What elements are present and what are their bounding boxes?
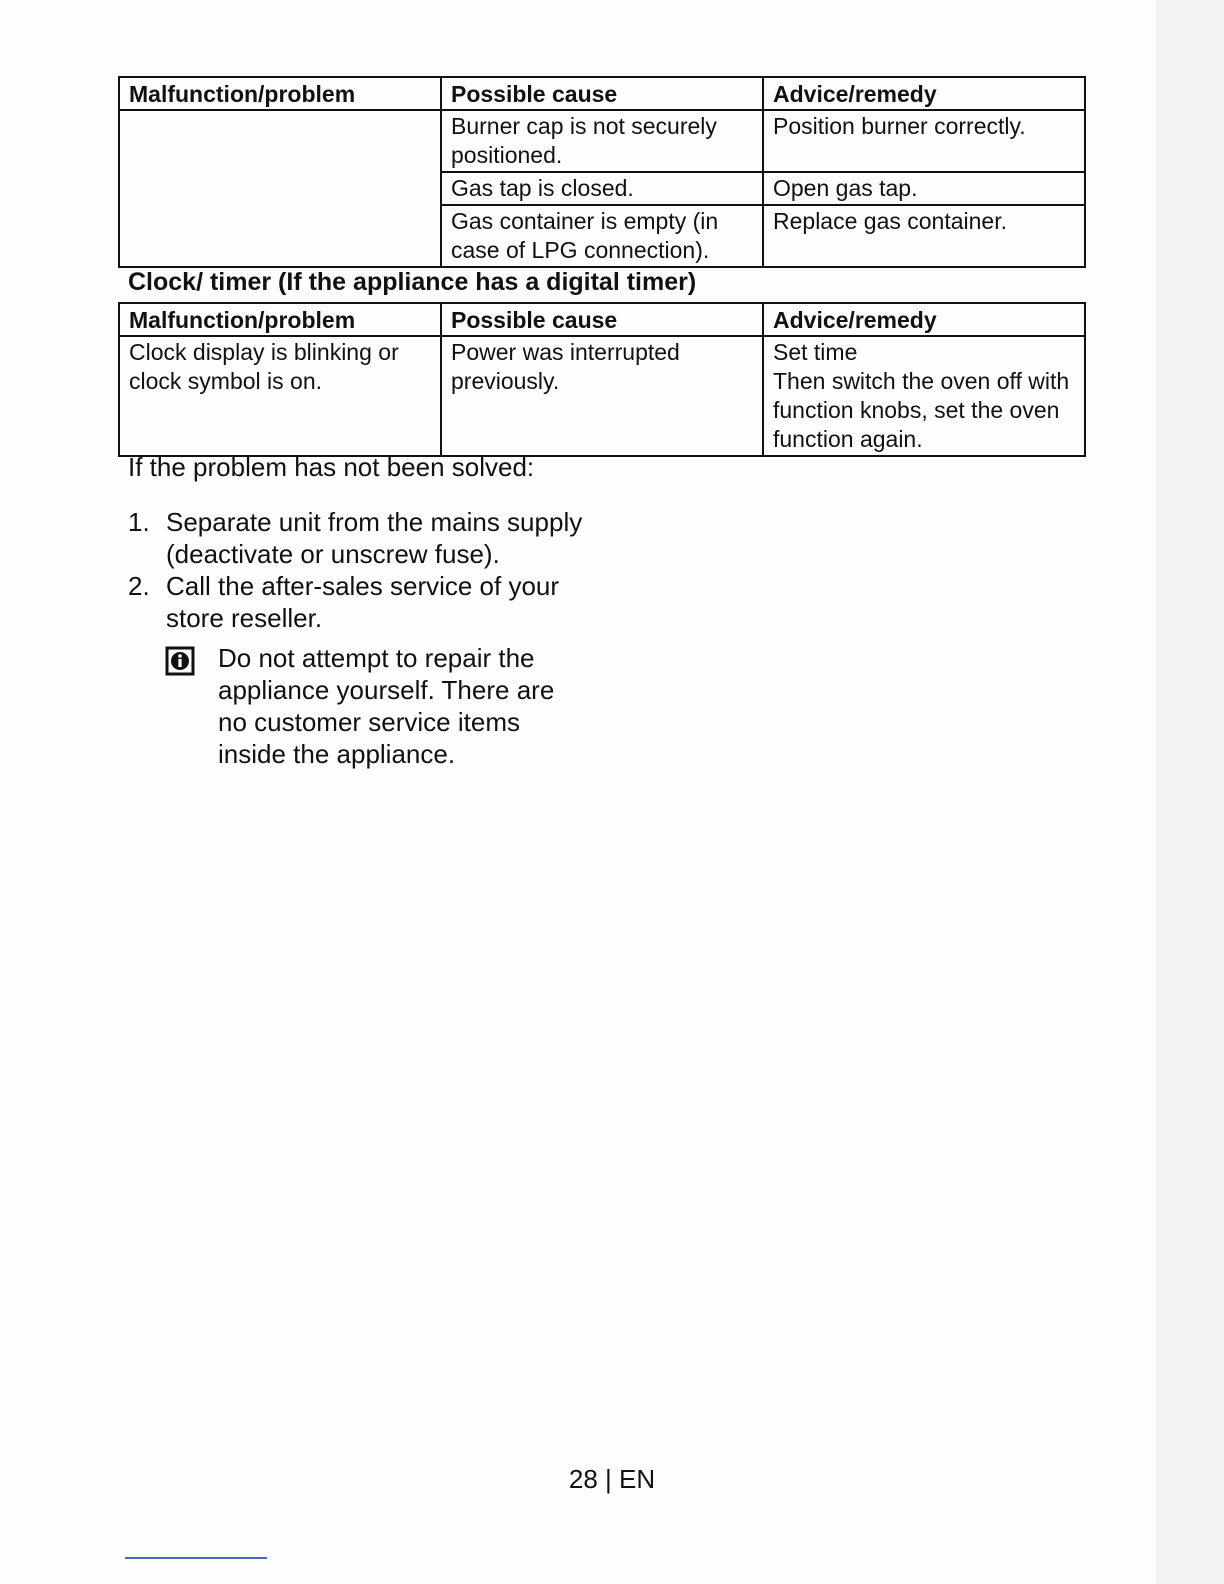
remedy-line: Set time bbox=[773, 339, 858, 365]
table-row bbox=[119, 336, 1085, 456]
cause-cell: Power was interrupted previously. bbox=[441, 336, 763, 456]
steps-intro: If the problem has not been solved: bbox=[128, 452, 535, 482]
remedy-line: Then switch the oven off with function knobs, set the oven function again. bbox=[773, 368, 1070, 452]
note-text: Do not attempt to repair the appliance yourself. There are no customer service items inside the appliance. bbox=[218, 643, 555, 769]
table-header-row bbox=[119, 303, 1085, 336]
footer-separator: | bbox=[605, 1464, 612, 1494]
problem-cell bbox=[119, 110, 441, 267]
table-header-row bbox=[119, 77, 1085, 110]
clock-troubleshooting-table bbox=[118, 302, 1086, 457]
header-cause: Possible cause bbox=[441, 77, 763, 110]
cause-cell: Gas tap is closed. bbox=[441, 172, 763, 205]
info-note bbox=[165, 642, 585, 770]
burner-troubleshooting-table bbox=[118, 76, 1086, 268]
header-malfunction: Malfunction/problem bbox=[119, 303, 441, 336]
bottom-rule bbox=[125, 1557, 267, 1559]
info-icon bbox=[165, 646, 195, 676]
remedy-cell: Open gas tap. bbox=[763, 172, 1085, 205]
remedy-cell bbox=[763, 336, 1085, 456]
header-remedy: Advice/remedy bbox=[763, 77, 1085, 110]
remedy-cell: Position burner correctly. bbox=[763, 110, 1085, 172]
step-number: 1. bbox=[128, 507, 150, 537]
step-text: Separate unit from the mains supply (deactivate or unscrew fuse). bbox=[166, 507, 583, 569]
header-malfunction: Malfunction/problem bbox=[119, 77, 441, 110]
list-item bbox=[128, 506, 608, 570]
section-title: Clock/ timer (If the appliance has a digital timer) bbox=[128, 268, 697, 296]
step-number: 2. bbox=[128, 571, 150, 601]
step-text: Call the after-sales service of your store reseller. bbox=[166, 571, 560, 633]
page-margin-shade bbox=[1156, 0, 1224, 1584]
header-cause: Possible cause bbox=[441, 303, 763, 336]
page-number: 28 bbox=[568, 1464, 598, 1494]
problem-cell: Clock display is blinking or clock symbol is on. bbox=[119, 336, 441, 456]
page-footer bbox=[0, 1464, 1224, 1495]
list-item bbox=[128, 570, 608, 634]
cause-cell: Gas container is empty (in case of LPG connection). bbox=[441, 205, 763, 267]
remedy-cell: Replace gas container. bbox=[763, 205, 1085, 267]
steps-list bbox=[128, 506, 608, 634]
cause-cell: Burner cap is not securely positioned. bbox=[441, 110, 763, 172]
language-code: EN bbox=[619, 1464, 656, 1494]
table-row bbox=[119, 110, 1085, 172]
header-remedy: Advice/remedy bbox=[763, 303, 1085, 336]
